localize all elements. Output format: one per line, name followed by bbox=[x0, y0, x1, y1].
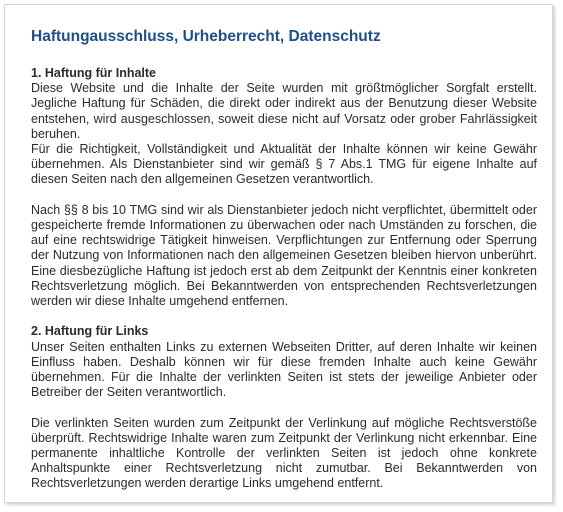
paragraph-content-liability-3: Nach §§ 8 bis 10 TMG sind wir als Dienstanbieter jedoch nicht verpflichtet, übermittelt oder gespeicherte fremde Informationen zu überwachen oder nach Umständen zu forschen, die auf eine rechtswidrige Tätigkeit hinweisen. Verpflichtungen zur Entfernung oder Sperrung der Nutzung von Informationen nach den allgemeinen Gesetzen bleiben hiervon unberührt. Eine diesbezügliche Haftung ist jedoch erst ab dem Zeitpunkt der Kenntnis einer konkreten Rechtsverletzung möglich. Bei Bekanntwerden von entsprechenden Rechtsverletzungen werden wir diese Inhalte umgehend entfernen. bbox=[31, 202, 537, 309]
section-gap bbox=[31, 309, 537, 324]
paragraph-gap bbox=[31, 400, 537, 415]
paragraph-link-liability-1: Unser Seiten enthalten Links zu externen Webseiten Dritter, auf deren Inhalte wir keinen Einfluss haben. Deshalb können wir für diese fremden Inhalte auch keine Gewähr übernehmen. Für die Inhalte der verlinkten Seiten ist stets der jeweilige Anbieter oder Betreiber der Seiten verantwortlich. bbox=[31, 339, 537, 400]
section-heading-link-liability: 2. Haftung für Links bbox=[31, 324, 149, 339]
paragraph-gap bbox=[31, 188, 537, 203]
section-heading-content-liability: 1. Haftung für Inhalte bbox=[31, 66, 156, 80]
content-panel bbox=[4, 4, 553, 503]
paragraph-content-liability-1: Diese Website und die Inhalte der Seite wurden mit größtmöglicher Sorgfalt erstellt. Jegliche Haftung für Schäden, die direkt oder indirekt aus der Benutzung dieser Website entstehen, wird ausgeschlossen, soweit diese nicht auf Vorsatz oder grober Fahrlässigkeit beruhen. bbox=[31, 81, 537, 141]
disclaimer-content bbox=[31, 27, 537, 492]
page-title: Haftungausschluss, Urheberrecht, Datenschutz bbox=[31, 28, 381, 45]
paragraph-link-liability-2: Die verlinkten Seiten wurden zum Zeitpunkt der Verlinkung auf mögliche Rechtsverstöße überprüft. Rechtswidrige Inhalte waren zum Zeitpunkt der Verlinkung nicht erkennbar. Eine permanente inhaltliche Kontrolle der verlinkten Seiten ist jedoch ohne konkrete Anhaltspunkte einer Rechtsverletzung nicht zumutbar. Bei Bekanntwerden von Rechtsverletzungen werden derartige Links umgehend entfernt. bbox=[31, 415, 537, 491]
paragraph-content-liability-2: Für die Richtigkeit, Vollständigkeit und Aktualität der Inhalte können wir keine Gewähr übernehmen. Als Dienstanbieter sind wir gemäß § 7 Abs.1 TMG für eigene Inhalte auf diesen Seiten nach den allgemeinen Gesetzen verantwortlich. bbox=[31, 142, 537, 187]
